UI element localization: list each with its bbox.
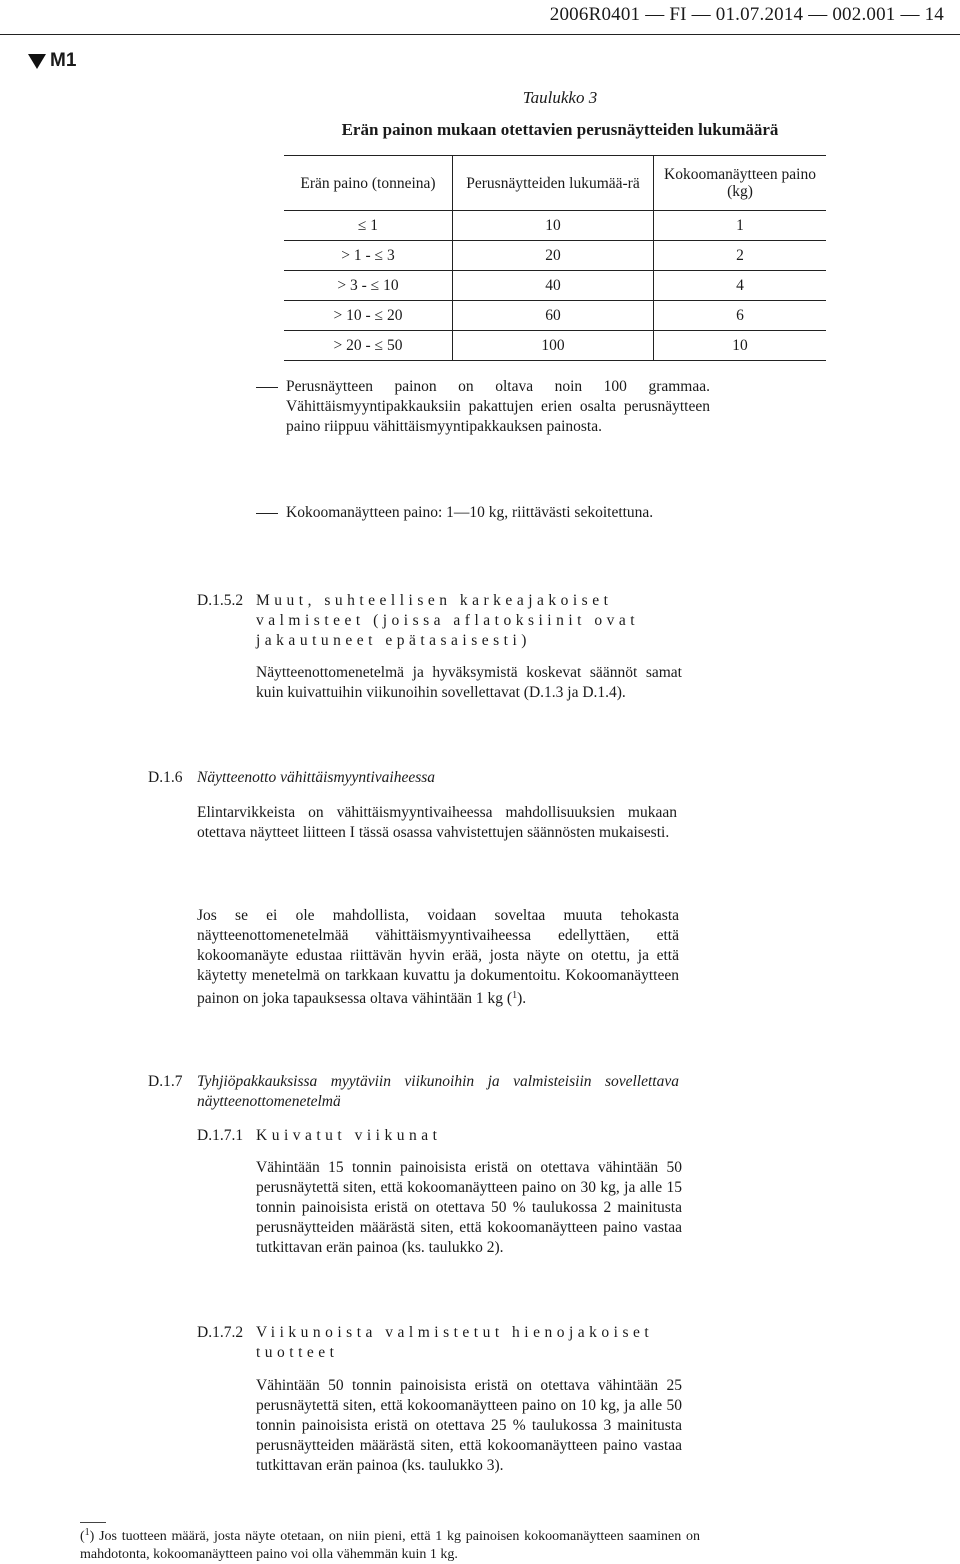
section-number: D.1.5.2 [197, 592, 244, 609]
table-cell: 4 [654, 271, 827, 301]
footnote-rule [80, 1522, 106, 1523]
table-header-aggregate-weight: Kokoomanäytteen paino (kg) [654, 156, 827, 211]
table-cell: 20 [453, 241, 654, 271]
table-cell: 6 [654, 301, 827, 331]
table-row [284, 271, 826, 301]
amendment-marker [28, 50, 76, 72]
footnote: ($^1$) Jos tuotteen määrä, josta näyte otetaan, on niin pieni, että 1 kg painoisen kokoomanäytteen saaminen on mahdotonta, kokoomanäytteen paino voi olla vähemmän kuin 1 kg. [80, 1527, 700, 1562]
table-cell: 10 [453, 211, 654, 241]
footnote-number: 1 [84, 1527, 90, 1538]
table-row [284, 211, 826, 241]
table-number: Taulukko 3 [522, 88, 598, 107]
table-title: Erän painon mukaan otettavien perusnäytteiden lukumäärä [341, 120, 779, 139]
bullet-text: Perusnäytteen painon on oltava noin 100 grammaa. Vähittäismyyntipakkauksiin pakattujen erien osalta perusnäytteen paino riippuu vähittäismyyntipakkauksen painosta. [286, 378, 710, 435]
section-number: D.1.7 [148, 1073, 183, 1090]
section-number: D.1.7.2 [197, 1324, 244, 1341]
table-row [284, 241, 826, 271]
section-heading: Viikunoista valmistetut hienojakoiset tuotteet [256, 1324, 654, 1361]
triangle-down-icon [28, 54, 46, 69]
table-cell: 100 [453, 331, 654, 361]
sample-table [284, 155, 826, 361]
section-number: D.1.7.1 [197, 1127, 244, 1144]
section-heading: Näytteenotto vähittäismyyntivaiheessa [197, 769, 436, 786]
table-cell: 40 [453, 271, 654, 301]
table-cell: > 1 - ≤ 3 [284, 241, 453, 271]
page-header [0, 0, 960, 35]
footnote-text: Jos tuotteen määrä, josta näyte otetaan, on niin pieni, että 1 kg painoisen kokoomanäytteen saaminen on mahdotonta, kokoomanäytteen paino voi olla vähemmän kuin 1 kg. [80, 1529, 700, 1562]
table-cell: > 10 - ≤ 20 [284, 301, 453, 331]
section-text: Vähintään 15 tonnin painoisista eristä on otettava vähintään 50 perusnäytettä siten, että kokoomanäytteen paino on 30 kg, ja alle 15 tonnin painoisista eristä on otettava 50 % taulukossa 2 mainitusta perusnäytteiden määrästä siten, että kokoomanäytteen paino vastaa tutkittavan erän painoa (ks. taulukko 2). [256, 1159, 682, 1256]
section-heading: Muut, suhteellisen karkeajakoiset valmisteet (joissa aflatoksiinit ovat jakautuneet epätasaisesti) [256, 592, 640, 649]
table-cell: 2 [654, 241, 827, 271]
section-number: D.1.6 [148, 769, 183, 786]
table-cell: > 3 - ≤ 10 [284, 271, 453, 301]
section-heading: Kuivatut viikunat [256, 1127, 442, 1144]
footnote-ref: 1 [512, 990, 518, 1001]
bullet-dash [256, 513, 278, 514]
bullet-dash [256, 387, 278, 388]
table-row [284, 301, 826, 331]
table-header-row [284, 156, 826, 211]
table-cell: 1 [654, 211, 827, 241]
section-text: Elintarvikkeista on vähittäismyyntivaiheessa mahdollisuuksien mukaan otettava näytteet liitteen I tässä osassa vahvistettujen säännösten mukaisesti. [197, 804, 677, 841]
table-row [284, 331, 826, 361]
table-cell: > 20 - ≤ 50 [284, 331, 453, 361]
section-text: Näytteenottomenetelmä ja hyväksymistä koskevat säännöt samat kuin kuivattuihin viikunoihin sovellettavat (D.1.3 ja D.1.4). [256, 664, 682, 701]
table-cell: 10 [654, 331, 827, 361]
table-cell: 60 [453, 301, 654, 331]
table-cell: ≤ 1 [284, 211, 453, 241]
bullet-text: Kokoomanäytteen paino: 1—10 kg, riittävästi sekoitettuna. [286, 504, 654, 521]
table-header-lot-weight: Erän paino (tonneina) [284, 156, 453, 211]
amendment-label: M1 [50, 50, 77, 71]
document-reference: 2006R0401 — FI — 01.07.2014 — 002.001 — 14 [549, 4, 944, 25]
section-text: Jos se ei ole mahdollista, voidaan soveltaa muuta tehokasta näytteenottomenetelmää vähittäismyyntivaiheessa edellyttäen, että kokoomanäyte edustaa riittävän hyvin erää, josta näyte on otettu, ja että käytetty menetelmä on tarkkaan kuvattu ja dokumentoitu. Kokoomanäytteen painon on joka tapauksessa oltava vähintään 1 kg ($^1$). [197, 907, 679, 1007]
section-text: Vähintään 50 tonnin painoisista eristä on otettava vähintään 25 perusnäytettä siten, että kokoomanäytteen paino on 10 kg, ja alle 50 tonnin painoisista eristä on otettava 25 % taulukossa 3 mainitusta perusnäytteiden määrästä siten, että kokoomanäytteen paino vastaa tutkittavan erän painoa (ks. taulukko 3). [256, 1377, 682, 1474]
section-heading: Tyhjiöpakkauksissa myytäviin viikunoihin ja valmisteisiin sovellettava näytteenottomenetelmä [197, 1073, 679, 1110]
table-header-sample-count: Perusnäytteiden lukumää-rä [453, 156, 654, 211]
